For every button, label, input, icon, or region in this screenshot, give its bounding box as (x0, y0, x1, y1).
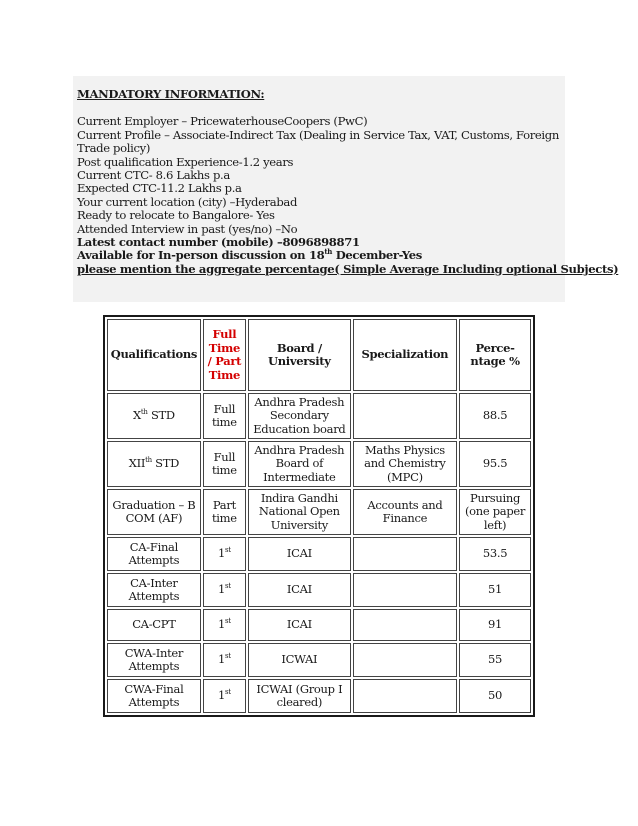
post-qualification-experience: Post qualification Experience-1.2 years (77, 154, 294, 169)
cell-qualification: XIIth STD (107, 441, 201, 487)
table-row (107, 679, 531, 713)
inperson-availability: Available for In-person discussion on 18th December-Yes (77, 247, 422, 263)
cell-percentage: 91 (459, 609, 531, 641)
table-row (107, 441, 531, 487)
cell-mode: 1st (203, 609, 246, 641)
info-heading: MANDATORY INFORMATION: (77, 87, 265, 101)
expected-ctc: Expected CTC-11.2 Lakhs p.a (77, 181, 242, 196)
cell-percentage: 55 (459, 643, 531, 677)
relocate-readiness: Ready to relocate to Bangalore- Yes (77, 208, 275, 223)
cell-mode: 1st (203, 679, 246, 713)
cell-mode: 1st (203, 643, 246, 677)
cell-mode: 1st (203, 537, 246, 571)
percentage-note: please mention the aggregate percentage( Simple Average Including optional Subjects) (77, 261, 619, 276)
cell-board: ICAI (248, 573, 351, 607)
table-row (107, 643, 531, 677)
qualifications-table (103, 315, 535, 717)
cell-specialization: Maths Physics and Chemistry (MPC) (353, 441, 457, 487)
cell-percentage: Pursuing (one paper left) (459, 489, 531, 535)
cell-qualification: CA-CPT (107, 609, 201, 641)
cell-qualification: Graduation – B COM (AF) (107, 489, 201, 535)
header-percentage: Perce-ntage % (459, 319, 531, 391)
current-employer: Current Employer – PricewaterhouseCoopers (PwC) (77, 114, 368, 129)
cell-board: Andhra Pradesh Secondary Education board (248, 393, 351, 439)
cell-mode: Part time (203, 489, 246, 535)
cell-qualification: CA-Final Attempts (107, 537, 201, 571)
table-row (107, 489, 531, 535)
table-row (107, 537, 531, 571)
header-board: Board / University (248, 319, 351, 391)
cell-mode: Full time (203, 393, 246, 439)
cell-percentage: 51 (459, 573, 531, 607)
table-row (107, 573, 531, 607)
cell-specialization (353, 679, 457, 713)
cell-percentage: 88.5 (459, 393, 531, 439)
cell-qualification: Xth STD (107, 393, 201, 439)
cell-mode: Full time (203, 441, 246, 487)
cell-specialization: Accounts and Finance (353, 489, 457, 535)
cell-specialization (353, 537, 457, 571)
cell-board: ICAI (248, 609, 351, 641)
cell-specialization (353, 393, 457, 439)
cell-qualification: CA-Inter Attempts (107, 573, 201, 607)
cell-mode: 1st (203, 573, 246, 607)
cell-specialization (353, 609, 457, 641)
cell-percentage: 50 (459, 679, 531, 713)
mandatory-info-box (73, 76, 619, 302)
table-row (107, 393, 531, 439)
attended-interview: Attended Interview in past (yes/no) –No (77, 221, 298, 236)
cell-specialization (353, 573, 457, 607)
cell-board: Indira Gandhi National Open University (248, 489, 351, 535)
table-row (107, 609, 531, 641)
header-mode: Full Time / Part Time (203, 319, 246, 391)
cell-board: ICWAI (248, 643, 351, 677)
current-location: Your current location (city) –Hyderabad (77, 194, 298, 209)
cell-board: Andhra Pradesh Board of Intermediate (248, 441, 351, 487)
header-qualifications: Qualifications (107, 319, 201, 391)
contact-number: Latest contact number (mobile) –8096898871 (77, 235, 360, 250)
cell-board: ICAI (248, 537, 351, 571)
cell-specialization (353, 643, 457, 677)
cell-qualification: CWA-Inter Attempts (107, 643, 201, 677)
cell-qualification: CWA-Final Attempts (107, 679, 201, 713)
cell-board: ICWAI (Group I cleared) (248, 679, 351, 713)
header-specialization: Specialization (353, 319, 457, 391)
cell-percentage: 53.5 (459, 537, 531, 571)
table-header-row (107, 319, 531, 391)
cell-percentage: 95.5 (459, 441, 531, 487)
current-profile: Current Profile – Associate-Indirect Tax (Dealing in Service Tax, VAT, Customs, Foreign Trade policy) (77, 127, 559, 156)
current-ctc: Current CTC- 8.6 Lakhs p.a (77, 168, 230, 183)
